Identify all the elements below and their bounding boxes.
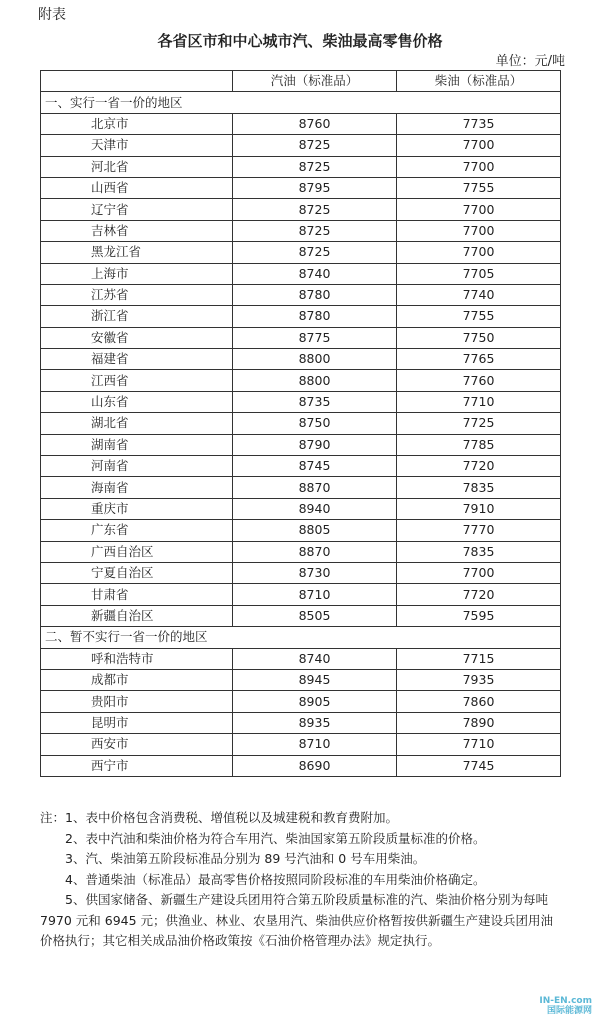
gasoline-price-cell: 8760	[233, 113, 397, 134]
diesel-price-cell: 7770	[397, 520, 561, 541]
diesel-price-cell: 7700	[397, 220, 561, 241]
table-row	[41, 242, 561, 263]
table-row	[41, 648, 561, 669]
gasoline-price-cell: 8905	[233, 691, 397, 712]
region-cell: 广西自治区	[41, 541, 233, 562]
diesel-price-cell: 7710	[397, 734, 561, 755]
header-cell-region	[41, 71, 233, 92]
table-row	[41, 263, 561, 284]
gasoline-price-cell: 8725	[233, 156, 397, 177]
table-row	[41, 498, 561, 519]
region-cell: 黑龙江省	[41, 242, 233, 263]
region-cell: 吉林省	[41, 220, 233, 241]
gasoline-price-cell: 8800	[233, 349, 397, 370]
region-cell: 重庆市	[41, 498, 233, 519]
gasoline-price-cell: 8725	[233, 135, 397, 156]
gasoline-price-cell: 8780	[233, 284, 397, 305]
header-cell-diesel: 柴油（标准品）	[397, 71, 561, 92]
region-cell: 福建省	[41, 349, 233, 370]
diesel-price-cell: 7755	[397, 177, 561, 198]
table-row	[41, 349, 561, 370]
region-cell: 江西省	[41, 370, 233, 391]
diesel-price-cell: 7750	[397, 327, 561, 348]
region-cell: 山东省	[41, 391, 233, 412]
table-row	[41, 562, 561, 583]
page-title: 各省区市和中心城市汽、柴油最高零售价格	[157, 32, 443, 50]
header-cell-gasoline: 汽油（标准品）	[233, 71, 397, 92]
diesel-price-cell: 7745	[397, 755, 561, 776]
gasoline-price-cell: 8750	[233, 413, 397, 434]
unit-label: 单位：元/吨	[495, 54, 565, 69]
watermark-logo-line2: 国际能源网	[546, 1006, 592, 1016]
gasoline-price-cell: 8740	[233, 648, 397, 669]
section-heading-row	[41, 92, 561, 113]
diesel-price-cell: 7720	[397, 584, 561, 605]
note-2: 2、表中汽油和柴油价格为符合车用汽、柴油国家第五阶段质量标准的价格。	[65, 830, 486, 846]
diesel-price-cell: 7710	[397, 391, 561, 412]
table-row	[41, 691, 561, 712]
diesel-price-cell: 7715	[397, 648, 561, 669]
price-table	[40, 70, 561, 777]
gasoline-price-cell: 8725	[233, 220, 397, 241]
table-row	[41, 413, 561, 434]
table-row	[41, 434, 561, 455]
gasoline-price-cell: 8690	[233, 755, 397, 776]
gasoline-price-cell: 8805	[233, 520, 397, 541]
diesel-price-cell: 7760	[397, 370, 561, 391]
gasoline-price-cell: 8725	[233, 199, 397, 220]
table-row	[41, 520, 561, 541]
gasoline-price-cell: 8935	[233, 712, 397, 733]
note-5: 5、供国家储备、新疆生产建设兵团用符合第五阶段质量标准的汽、柴油价格分别为每吨 7970 元和 6945 元；供渔业、林业、农垦用汽、柴油供应价格暂按供新疆生产建设兵团用油价格执行；其它相关成品油价格政策按《石油价格管理办法》规定执行。	[40, 892, 554, 948]
section-heading: 一、实行一省一价的地区	[41, 92, 561, 113]
gasoline-price-cell: 8745	[233, 456, 397, 477]
region-cell: 湖南省	[41, 434, 233, 455]
table-row	[41, 370, 561, 391]
gasoline-price-cell: 8800	[233, 370, 397, 391]
region-cell: 浙江省	[41, 306, 233, 327]
gasoline-price-cell: 8870	[233, 477, 397, 498]
diesel-price-cell: 7700	[397, 562, 561, 583]
table-row	[41, 113, 561, 134]
table-row	[41, 755, 561, 776]
region-cell: 天津市	[41, 135, 233, 156]
gasoline-price-cell: 8710	[233, 734, 397, 755]
table-row	[41, 477, 561, 498]
gasoline-price-cell: 8740	[233, 263, 397, 284]
region-cell: 江苏省	[41, 284, 233, 305]
table-row	[41, 199, 561, 220]
region-cell: 上海市	[41, 263, 233, 284]
diesel-price-cell: 7860	[397, 691, 561, 712]
section-heading-row	[41, 627, 561, 648]
diesel-price-cell: 7910	[397, 498, 561, 519]
table-row	[41, 669, 561, 690]
watermark-logo-line1: IN-EN.com	[539, 996, 592, 1006]
table-row	[41, 306, 561, 327]
watermark	[539, 996, 592, 1016]
gasoline-price-cell: 8945	[233, 669, 397, 690]
diesel-price-cell: 7765	[397, 349, 561, 370]
table-row	[41, 327, 561, 348]
region-cell: 宁夏自治区	[41, 562, 233, 583]
diesel-price-cell: 7595	[397, 605, 561, 626]
region-cell: 广东省	[41, 520, 233, 541]
gasoline-price-cell: 8870	[233, 541, 397, 562]
region-cell: 成都市	[41, 669, 233, 690]
section-heading: 二、暂不实行一省一价的地区	[41, 627, 561, 648]
diesel-price-cell: 7835	[397, 477, 561, 498]
gasoline-price-cell: 8775	[233, 327, 397, 348]
region-cell: 新疆自治区	[41, 605, 233, 626]
diesel-price-cell: 7735	[397, 113, 561, 134]
diesel-price-cell: 7700	[397, 135, 561, 156]
region-cell: 安徽省	[41, 327, 233, 348]
region-cell: 贵阳市	[41, 691, 233, 712]
table-row	[41, 220, 561, 241]
region-cell: 河南省	[41, 456, 233, 477]
table-row	[41, 541, 561, 562]
region-cell: 北京市	[41, 113, 233, 134]
diesel-price-cell: 7835	[397, 541, 561, 562]
table-row	[41, 391, 561, 412]
diesel-price-cell: 7700	[397, 242, 561, 263]
table-row	[41, 284, 561, 305]
region-cell: 甘肃省	[41, 584, 233, 605]
table-row	[41, 734, 561, 755]
region-cell: 西宁市	[41, 755, 233, 776]
table-row	[41, 456, 561, 477]
table-row	[41, 605, 561, 626]
watermark-logo	[539, 996, 592, 1016]
gasoline-price-cell: 8780	[233, 306, 397, 327]
table-row	[41, 177, 561, 198]
region-cell: 海南省	[41, 477, 233, 498]
diesel-price-cell: 7740	[397, 284, 561, 305]
note-4: 4、普通柴油（标准品）最高零售价格按照同阶段标准的车用柴油价格确定。	[65, 871, 486, 887]
table-row	[41, 156, 561, 177]
gasoline-price-cell: 8795	[233, 177, 397, 198]
notes	[40, 808, 564, 952]
region-cell: 山西省	[41, 177, 233, 198]
diesel-price-cell: 7785	[397, 434, 561, 455]
diesel-price-cell: 7720	[397, 456, 561, 477]
diesel-price-cell: 7725	[397, 413, 561, 434]
gasoline-price-cell: 8790	[233, 434, 397, 455]
region-cell: 湖北省	[41, 413, 233, 434]
diesel-price-cell: 7700	[397, 199, 561, 220]
gasoline-price-cell: 8710	[233, 584, 397, 605]
gasoline-price-cell: 8735	[233, 391, 397, 412]
diesel-price-cell: 7935	[397, 669, 561, 690]
region-cell: 西安市	[41, 734, 233, 755]
diesel-price-cell: 7890	[397, 712, 561, 733]
table-row	[41, 584, 561, 605]
diesel-price-cell: 7700	[397, 156, 561, 177]
gasoline-price-cell: 8725	[233, 242, 397, 263]
region-cell: 河北省	[41, 156, 233, 177]
diesel-price-cell: 7755	[397, 306, 561, 327]
gasoline-price-cell: 8730	[233, 562, 397, 583]
note-1: 注：1、表中价格包含消费税、增值税以及城建税和教育费附加。	[40, 810, 398, 825]
gasoline-price-cell: 8940	[233, 498, 397, 519]
attachment-label: 附表	[38, 7, 66, 23]
region-cell: 昆明市	[41, 712, 233, 733]
note-3: 3、汽、柴油第五阶段标准品分别为 89 号汽油和 0 号车用柴油。	[65, 851, 426, 866]
region-cell: 呼和浩特市	[41, 648, 233, 669]
gasoline-price-cell: 8505	[233, 605, 397, 626]
region-cell: 辽宁省	[41, 199, 233, 220]
diesel-price-cell: 7705	[397, 263, 561, 284]
table-row	[41, 712, 561, 733]
table-row	[41, 135, 561, 156]
table-header-row	[41, 71, 561, 92]
